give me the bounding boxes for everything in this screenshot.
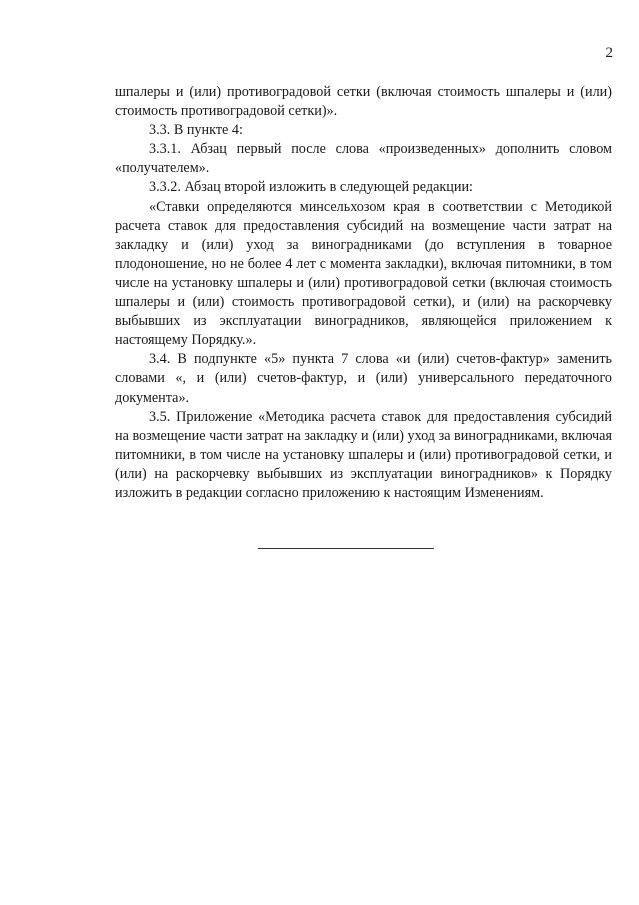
page-number: 2 [605,45,613,61]
paragraph-continuation: шпалеры и (или) противоградовой сетки (включая стоимость шпалеры и (или) стоимость противоградовой сетки)». [115,84,612,120]
paragraph-3-5: 3.5. Приложение «Методика расчета ставок для предоставления субсидий на возмещение части затрат на закладку и (или) уход за виноградниками, включая питомники, в том числе на установку шпалеры и (или) противоградовой сетки, и (или) на раскорчевку выбывших из эксплуатации виноградников» к Порядку изложить в редакции согласно приложению к настоящим Изменениям. [115,408,612,501]
document-body [115,83,612,503]
paragraph-quoted-rates: «Ставки определяются минсельхозом края в соответствии с Методикой расчета ставок для предоставления субсидий на возмещение части затрат на закладку и (или) уход за виноградниками (до вступления в товарное плодоношение, но не более 4 лет с момента закладки), включая питомники, в том числе на установку шпалеры и (или) противоградовой сетки (включая стоимость шпалеры и (или) стоимость противоградовой сетки), и (или) на раскорчевку выбывших из эксплуатации виноградников, являющейся приложением к настоящему Порядку.». [115,198,612,349]
paragraph-3-3: 3.3. В пункте 4: [149,122,243,139]
paragraph-3-3-1: 3.3.1. Абзац первый после слова «произведенных» дополнить словом «получателем». [115,141,612,177]
closing-separator-line [258,548,434,549]
paragraph-3-4: 3.4. В подпункте «5» пункта 7 слова «и (или) счетов-фактур» заменить словами «, и (или) счетов-фактур, и (или) универсального передаточного документа». [115,351,612,406]
paragraph-3-3-2: 3.3.2. Абзац второй изложить в следующей редакции: [149,179,473,196]
